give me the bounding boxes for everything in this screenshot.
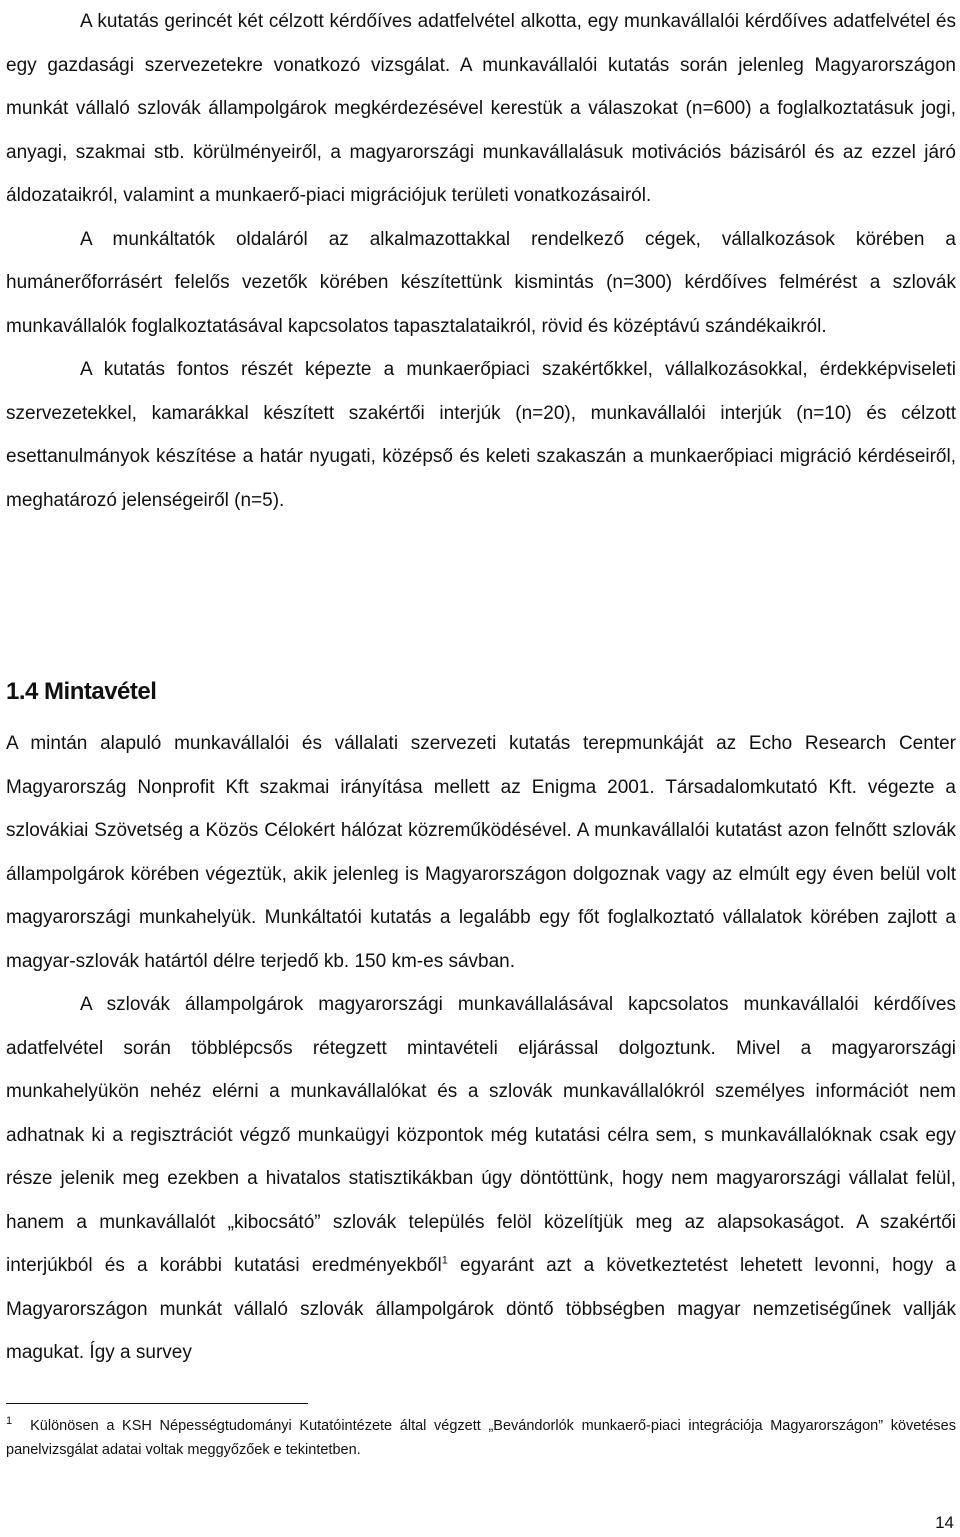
paragraph-expert-interviews: A kutatás fontos részét képezte a munkaerőpiaci szakértőkkel, vállalkozásokkal, érdekképviseleti szervezetekkel, kamarákkal készített szakértői interjúk (n=20), munkavállalói interjúk (n=10) és célzott esettanulmányok készítése a határ nyugati, középső és keleti szakaszán a munkaerőpiaci migráció kérdéseiről, meghatározó jelenségeiről (n=5). xyxy=(6,359,956,511)
footnote-mark: 1 xyxy=(6,1415,13,1428)
paragraph-employer-survey: A munkáltatók oldaláról az alkalmazottakkal rendelkező cégek, vállalkozások körében a humánerőforrásért felelős vezetők körében készítettünk kismintás (n=300) kérdőíves felmérést a szlovák munkavállalók foglalkoztatásával kapcsolatos tapasztalataikról, rövid és középtávú szándékaikról. xyxy=(6,228,956,337)
paragraph-sampling xyxy=(6,983,956,1375)
footnote xyxy=(6,1414,956,1462)
section-body xyxy=(6,722,956,1375)
paragraph-research-backbone: A kutatás gerincét két célzott kérdőíves adatfelvétel alkotta, egy munkavállalói kérdőíves adatfelvétel és egy gazdasági szervezetekre vonatkozó vizsgálat. A munkavállalói kutatás során jelenleg Magyarországon munkát vállaló szlovák állampolgárok megkérdezésével kerestük a válaszokat (n=600) a foglalkoztatásuk jogi, anyagi, szakmai stb. körülményeiről, a magyarországi munkavállalásuk motivációs bázisáról és az ezzel járó áldozataikról, valamint a munkaerő-piaci migrációjuk területi vonatkozásairól. xyxy=(6,11,956,206)
footnote-text: Különösen a KSH Népességtudományi Kutatóintézete által végzett „Bevándorlók munkaerő-piaci integrációja Magyarországon” követéses panelvizsgálat adatai voltak meggyőzőek e tekintetben. xyxy=(6,1418,956,1458)
footnote-reference: 1 xyxy=(441,1254,448,1267)
page-number: 14 xyxy=(935,1513,954,1532)
paragraph-fieldwork: A mintán alapuló munkavállalói és vállalati szervezeti kutatás terepmunkáját az Echo Research Center Magyarország Nonprofit Kft szakmai irányítása mellett az Enigma 2001. Társadalomkutató Kft. végezte a szlovákiai Szövetség a Közös Célokért hálózat közreműködésével. A munkavállalói kutatást azon felnőtt szlovák állampolgárok körében végeztük, akik jelenleg is Magyarországon dolgoznak vagy az elmúlt egy éven belül volt magyarországi munkahelyük. Munkáltatói kutatás a legalább egy főt foglalkoztató vállalatok körében zajlott a magyar-szlovák határtól délre terjedő kb. 150 km-es sávban. xyxy=(6,733,956,972)
sampling-text-part1: A szlovák állampolgárok magyarországi munkavállalásával kapcsolatos munkavállalói kérdőíves adatfelvétel során többlépcsős rétegzett mintavételi eljárással dolgoztunk. Mivel a magyarországi munkahelyükön nehéz elérni a munkavállalókat és a szlovák munkavállalókról személyes információt nem adhatnak ki a regisztrációt végző munkaügyi központok még kutatási célra sem, s munkavállalóknak csak egy része jelenik meg ezekben a hivatalos statisztikákban úgy döntöttünk, hogy nem magyarországi vállalat felül, hanem a munkavállalót „kibocsátó” szlovák település felöl közelítjük meg az alapsokaságot. A szakértői interjúkból és a korábbi kutatási eredményekből xyxy=(6,994,956,1276)
section-heading: 1.4 Mintavétel xyxy=(6,678,157,705)
footnote-separator xyxy=(6,1403,308,1404)
body-text-top xyxy=(6,0,956,522)
sampling-text-part2: egyaránt azt a következtetést lehetett levonni, hogy a Magyarországon munkát vállaló szlovák állampolgárok döntő többségben magyar nemzetiségűnek vallják magukat. Így a survey xyxy=(6,1255,956,1363)
